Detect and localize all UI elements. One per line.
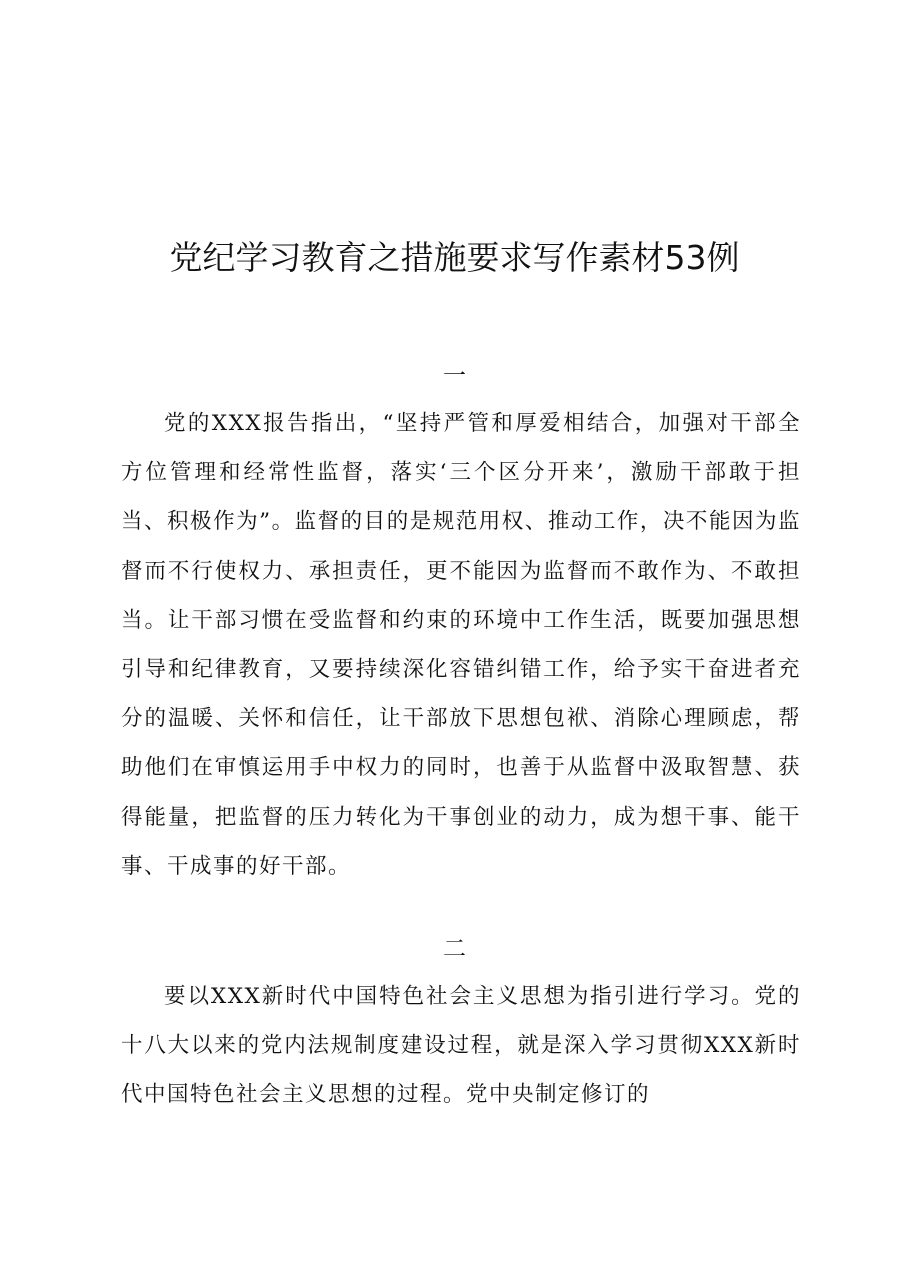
section-paragraph: 要以XXX新时代中国特色社会主义思想为指引进行学习。党的十八大以来的党内法规制度建设过程，就是深入学习贯彻XXX新时代中国特色社会主义思想的过程。党中央制定修订的 xyxy=(121,984,801,1108)
document-title: 党纪学习教育之措施要求写作素材53例 xyxy=(169,238,740,277)
section-paragraph: 党的XXX报告指出，“坚持严管和厚爱相结合，加强对干部全方位管理和经常性监督，落实‘三个区分开来’，激励干部敢于担当、积极作为”。监督的目的是规范用权、推动工作，决不能因为监督而不行使权力、承担责任，更不能因为监督而不敢作为、不敢担当。让干部习惯在受监督和约束的环境中工作生活，既要加强思想引导和纪律教育，又要持续深化容错纠错工作，给予实干奋进者充分的温暖、关怀和信任，让干部放下思想包袱、消除心理顾虑，帮助他们在审慎运用手中权力的同时，也善于从监督中汲取智慧、获得能量，把监督的压力转化为干事创业的动力，成为想干事、能干事、干成事的好干部。 xyxy=(121,411,801,879)
section-number: 二 xyxy=(443,936,466,962)
section-number: 一 xyxy=(443,363,466,389)
